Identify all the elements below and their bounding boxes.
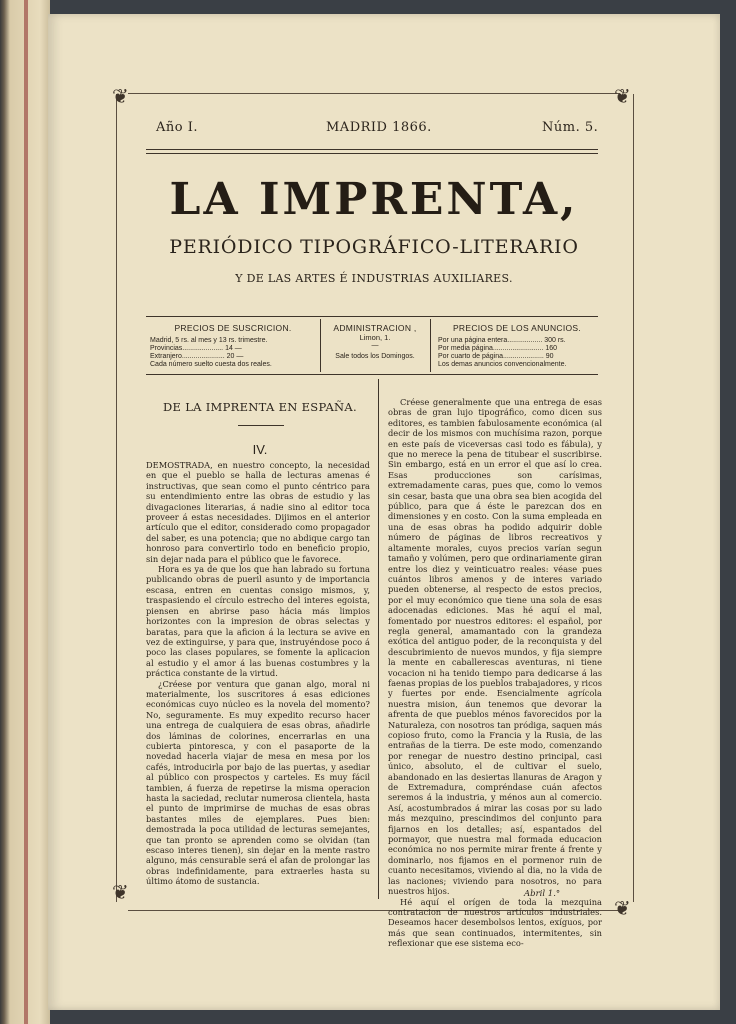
paragraph: Créese generalmente que una entrega de esas obras de gran lujo tipográfico, como dicen sus editores, es tambien fabulosamente económica (al decir de los mismos con muchísima razon, porque en este país de viceversas casi todo es fábula), y que no merece la pena de titubear el suscribirse. Sin embargo, está en un error el que así lo crea. Esas producciones son carísimas, extremadamente caras, pues que, como lo vemos sin cesar, basta que una obra sea bien acogida del público, para que á éste le parezcan dos en dimensiones y en costo. Con la suma empleada en una de esas obras ha podido adquirir doble número de páginas de libros recreativos y altamente morales, cuyos precios varían segun tamaño y volúmen, pero que ordinariamente giran entre los diez y veinticuatro reales: véase pues cuántos libros amenos y de interes variado pueden obtenerse, al respecto de estos precios, por el muy económico que tiene una sola de esas adocenadas ediciones. Mas hé aquí el mal, fomentado por nuestros editores: el español, por regla general, amamantado con la grandeza exótica del antiguo poder, de la reconquista y del descubrimiento de nuevos mundos, y fija siempre la mente en caballerescas aventuras, ni tiene vocacion ni ha tenido tiempo para dedicarse á las faenas propias de los pueblos trabajadores, y ricos y fuertes por ende. Esencialmente agrícola nuestra mision, áun tenemos que devorar la afrenta de que pueblos ménos favorecidos por la Naturaleza, con nosotros tan pródiga, saquen más copioso fruto, como la Francia y la Rusia, de las entrañas de la tierra. De este modo, comenzando por renegar de nuestro destino principal, casi único, absoluto, el de cultivar el suelo, abandonado en las desiertas llanuras de Aragon y de Extremadura, compréndase cuán afectos seremos á la industria, y ménos aun al comercio. Así, acostumbrados á mirar las cosas por su lado más mezquino, prescindimos del conjunto para fijarnos en los detalles; así, espantados del pormayor, que nuestra mal formada educacion económica no nos permite mirar frente á frente y dominarlo, nos fijamos en el pormenor ruin de cuanto necesitamos, viviendo al dia, no la vida de las naciones; viviendo para nosotros, no para nuestros hijos. [388, 397, 602, 897]
article-date-signature: Abril 1.° [524, 889, 561, 899]
issue-number: Núm. 5. [542, 120, 599, 135]
advertising-line: Los demas anuncios convencionalmente. [438, 361, 567, 368]
subscription-line: Cada número suelto cuesta dos reales. [150, 361, 272, 368]
administration-schedule: Sale todos los Domingos. [335, 353, 415, 360]
administration-dash: — [371, 342, 379, 349]
title-rule [238, 425, 284, 426]
issue-year: Año I. [156, 120, 198, 135]
paragraph: Hé aquí el orígen de toda la mezquina contratacion de nuestros artículos industriales. Deseamos hacer desembolsos lentos, exíguos, por más que sean continuados, intermitentes, sin reflexionar que ese sistema eco- [388, 896, 602, 949]
info-box [146, 316, 598, 375]
subscription-line: Extranjero...................... 20 — [150, 353, 244, 360]
column-divider [378, 379, 379, 899]
advertising-heading: PRECIOS DE LOS ANUNCIOS. [452, 323, 582, 333]
newspaper-tagline: Y DE LAS ARTES É INDUSTRIAS AUXILIARES. [235, 272, 513, 285]
corner-ornament-icon: ❦ [614, 896, 631, 920]
corner-ornament-icon: ❦ [112, 880, 129, 904]
corner-ornament-icon: ❦ [112, 84, 129, 108]
administration-heading: ADMINISTRACION , [333, 323, 417, 333]
advertising-line: Por media página.......................... 160 [438, 345, 558, 352]
book-spine [24, 0, 28, 1024]
advertising-line: Por cuarto de página..................... 90 [438, 353, 554, 360]
advertising-line: Por una página entera.................. 300 rs. [438, 337, 566, 344]
administration-info [324, 317, 426, 374]
article-title: DE LA IMPRENTA EN ESPAÑA. [163, 400, 357, 414]
subscription-line: Provincias..................... 14 — [150, 345, 242, 352]
paragraph: DEMOSTRADA, en nuestro concepto, la necesidad en que el pueblo se halla de lecturas amenas é instructivas, que sean como el punto céntrico para su entendimiento entre las obras de estudio y las divagaciones literarias, á nadie sino al editor toca proveer á estas necesidades. Dijimos en el anterior artículo que el editor, considerado como propagador del saber, es una potencia; que no abdique cargo tan honroso para convertirlo todo en beneficio propio, sin dejar nada para el público que le favorece. [146, 460, 370, 564]
newspaper-title: LA IMPRENTA, [169, 174, 579, 225]
info-box-divider [320, 319, 321, 372]
paragraph: ¿Créese por ventura que ganan algo, moral ni materialmente, los suscritores á esas ediciones económicas cuyo núcleo es la novela del momento? No, seguramente. Es muy expedito recurso hacer una entrega de cualquiera de esas obras, añadirle dos láminas de colorines, encerrarlas en una cubierta pintoresca, y con el pasaporte de la novedad hacerla viajar de mesa en mesa por los cafés, introducirla por bajo de las puertas, y asediar al público con prospectos y carteles. Es muy fácil tambien, á fuerza de repetirse la misma operacion hasta la saciedad, reclutar numerosa clientela, hasta el punto de imprimirse de muchas de esas obras bastantes miles de ejemplares. Pues bien: demostrada la poca utilidad de lecturas semejantes, que tan pronto se aprenden como se olvidan (tan escaso interes tienen), sin dejar en la mente rastro alguno, más censurable será el afan de prolongar las obras indefinidamente, para extraerles hasta su último átomo de sustancia. [146, 678, 370, 887]
issue-place-date: MADRID 1866. [326, 120, 432, 135]
newspaper-subtitle: PERIÓDICO TIPOGRÁFICO-LITERARIO [169, 236, 579, 258]
paragraph: Hora es ya de que los que han labrado su fortuna publicando obras de pueril asunto y de importancia escasa, entren en cuentas consigo mismos, y, traspasiendo el círculo estrecho del interes egoista, piensen en abrirse paso hácia más limpios horizontes con la impresion de obras selectas y baratas, para que la aficion á la lectura se avive en vez de extinguirse, y para que, instruyéndose poco á poco las clases populares, se fomente la aplicacion al estudio y el amor á las buenas costumbres y la práctica constante de la virtud. [146, 564, 370, 679]
advertising-prices [438, 317, 596, 374]
corner-ornament-icon: ❦ [614, 84, 631, 108]
newspaper-page [48, 14, 720, 1010]
subscription-heading: PRECIOS DE SUSCRICION. [174, 323, 292, 333]
info-box-divider [430, 319, 431, 372]
article-part-number: IV. [252, 442, 268, 457]
article-left-column [146, 460, 370, 900]
header-double-rule [146, 149, 598, 154]
administration-address: Limon, 1. [359, 333, 391, 342]
subscription-line: Madrid, 5 rs. al mes y 13 rs. trimestre. [150, 337, 268, 344]
subscription-prices [150, 317, 316, 374]
